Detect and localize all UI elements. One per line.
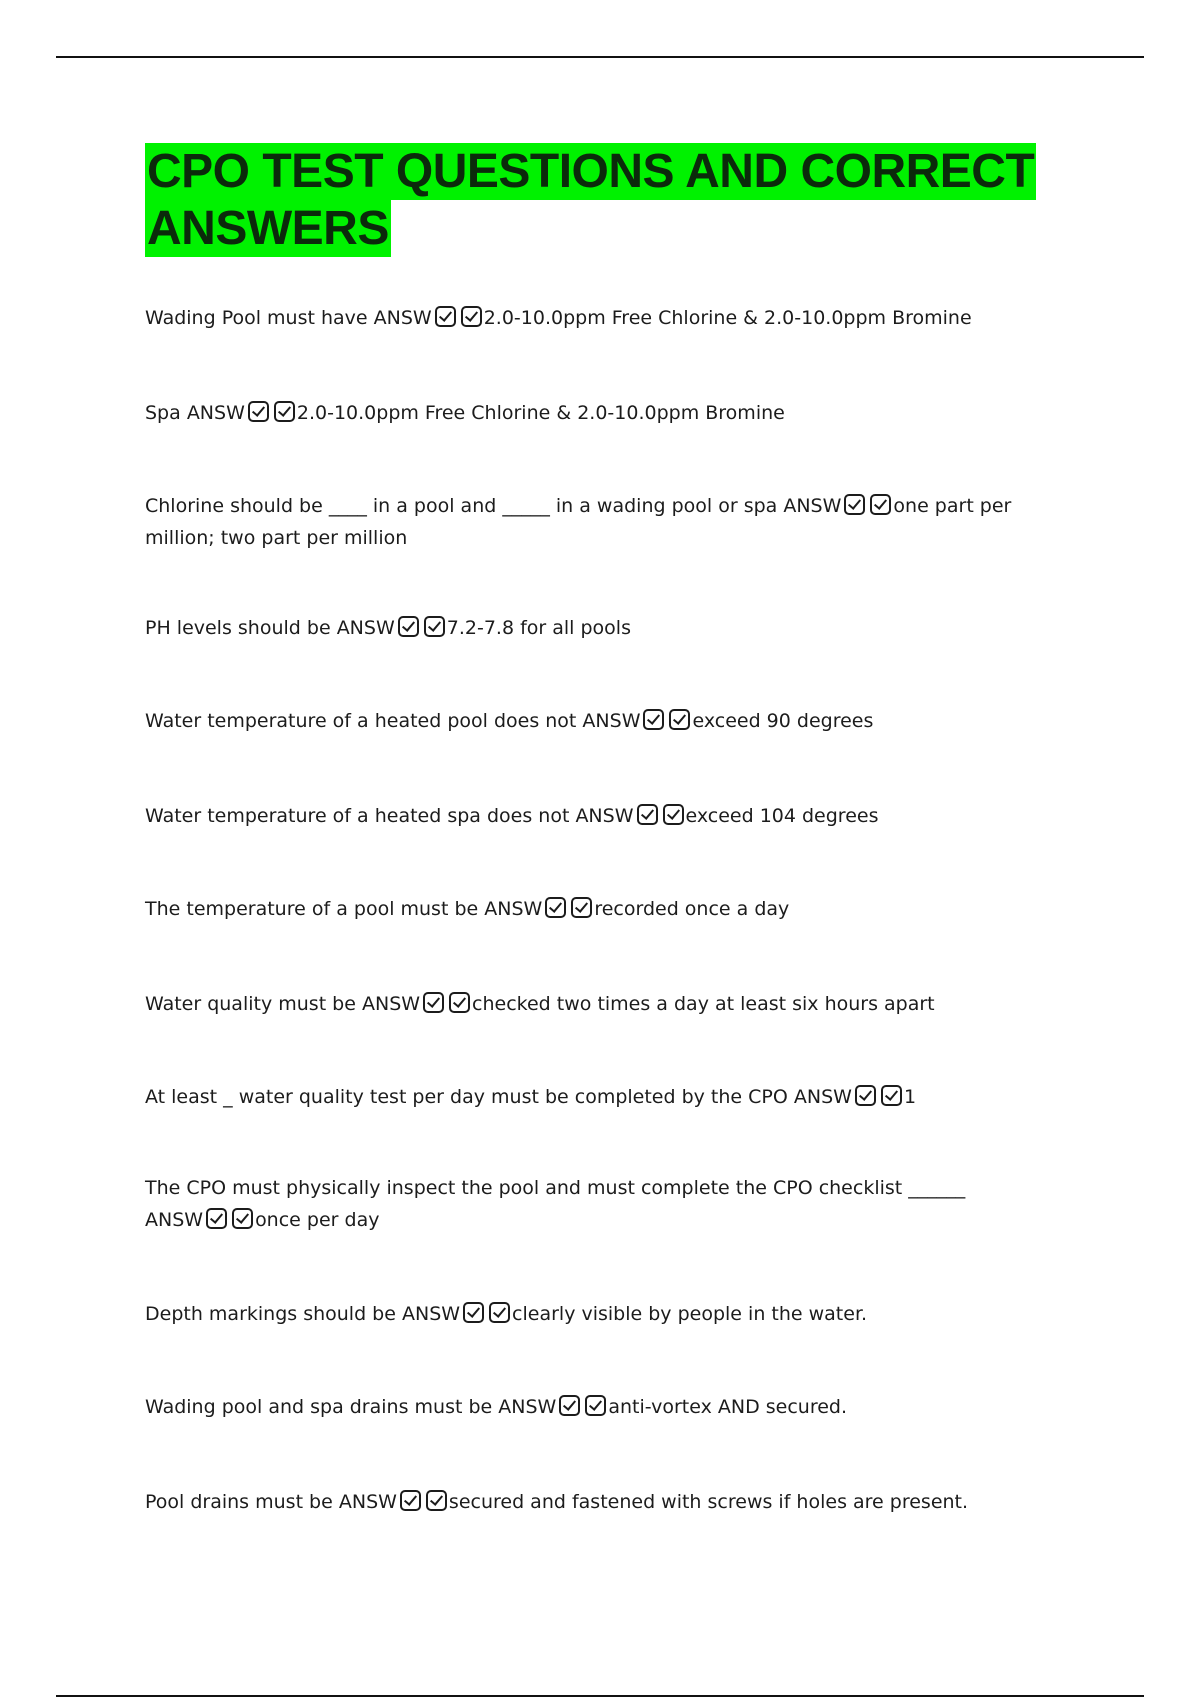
question-text: Chlorine should be ____ in a pool and _____ in a wading pool or spa	[145, 495, 784, 517]
answer-marker: ANSW	[361, 993, 421, 1015]
answer-text: 7.2-7.8 for all pools	[446, 617, 631, 639]
top-rule	[56, 56, 1144, 58]
bottom-rule	[56, 1695, 1144, 1697]
qa-item	[145, 893, 1015, 925]
qa-item	[145, 705, 1015, 737]
checked-box-icon	[881, 1085, 902, 1106]
answer-marker: ANSW	[401, 1303, 461, 1325]
checked-box-icon	[637, 804, 658, 825]
qa-item	[145, 1391, 1015, 1423]
checked-box-icon	[206, 1208, 227, 1229]
answer-text: 2.0-10.0ppm Free Chlorine & 2.0-10.0ppm Bromine	[483, 307, 972, 329]
answer-text: clearly visible by people in the water.	[512, 1303, 868, 1325]
title-line-1: CPO TEST QUESTIONS AND CORRECT	[147, 145, 1035, 198]
answer-marker: ANSW	[793, 1086, 852, 1108]
checked-box-icon	[398, 616, 419, 637]
question-text: Water quality must be	[145, 993, 362, 1015]
answer-marker: ANSW	[145, 1209, 204, 1231]
checked-box-icon	[663, 804, 684, 825]
answer-marker: ANSW	[575, 805, 634, 827]
checked-box-icon	[449, 992, 470, 1013]
qa-item	[145, 397, 1015, 429]
checked-box-icon	[248, 401, 269, 422]
answer-marker: ANSW	[484, 898, 543, 920]
question-text: Spa	[145, 402, 187, 424]
answer-text: exceed 104 degrees	[685, 805, 879, 827]
answer-text: one part per million; two part per million	[145, 495, 1012, 549]
checked-box-icon	[571, 897, 592, 918]
checked-box-icon	[461, 306, 482, 327]
question-text: Wading pool and spa drains must be	[145, 1396, 499, 1418]
answer-text: once per day	[255, 1209, 380, 1231]
checked-box-icon	[585, 1395, 606, 1416]
answer-marker: ANSW	[338, 1491, 397, 1513]
qa-item	[145, 800, 1015, 832]
answer-text: secured and fastened with screws if holes are present.	[448, 1491, 969, 1513]
answer-marker: ANSW	[373, 307, 432, 329]
checked-box-icon	[426, 1490, 447, 1511]
answer-text: 2.0-10.0ppm Free Chlorine & 2.0-10.0ppm Bromine	[296, 402, 785, 424]
question-text: Wading Pool must have	[145, 307, 374, 329]
answer-text: exceed 90 degrees	[692, 710, 874, 732]
question-text: The temperature of a pool must be	[145, 898, 485, 920]
checked-box-icon	[423, 992, 444, 1013]
question-text: Depth markings should be	[145, 1303, 402, 1325]
qa-item	[145, 302, 1015, 334]
document-title	[145, 143, 1065, 257]
question-text: Pool drains must be	[145, 1491, 339, 1513]
qa-item	[145, 1298, 1015, 1330]
question-text: Water temperature of a heated spa does not	[145, 805, 576, 827]
answer-marker: ANSW	[336, 617, 395, 639]
question-text: The CPO must physically inspect the pool and must complete the CPO checklist ______	[145, 1177, 966, 1199]
answer-marker: ANSW	[498, 1396, 557, 1418]
checked-box-icon	[400, 1490, 421, 1511]
answer-marker: ANSW	[582, 710, 641, 732]
answer-marker: ANSW	[783, 495, 842, 517]
checked-box-icon	[855, 1085, 876, 1106]
question-text: Water temperature of a heated pool does not	[145, 710, 583, 732]
qa-item	[145, 612, 1015, 644]
checked-box-icon	[424, 616, 445, 637]
answer-text: 1	[903, 1086, 917, 1108]
answer-text: anti-vortex AND secured.	[608, 1396, 847, 1418]
checked-box-icon	[870, 494, 891, 515]
checked-box-icon	[274, 401, 295, 422]
qa-item	[145, 988, 1015, 1020]
checked-box-icon	[559, 1395, 580, 1416]
question-text: At least _ water quality test per day must be completed by the CPO	[145, 1086, 794, 1108]
answer-marker: ANSW	[186, 402, 245, 424]
qa-item	[145, 1081, 1015, 1113]
checked-box-icon	[489, 1302, 510, 1323]
checked-box-icon	[435, 306, 456, 327]
qa-item	[145, 490, 1015, 554]
checked-box-icon	[844, 494, 865, 515]
answer-text: checked two times a day at least six hours apart	[472, 993, 935, 1015]
checked-box-icon	[545, 897, 566, 918]
checked-box-icon	[232, 1208, 253, 1229]
question-text: PH levels should be	[145, 617, 337, 639]
title-line-2: ANSWERS	[147, 202, 389, 255]
qa-item	[145, 1486, 1015, 1518]
checked-box-icon	[463, 1302, 484, 1323]
answer-text: recorded once a day	[594, 898, 790, 920]
qa-item	[145, 1172, 1015, 1236]
checked-box-icon	[643, 709, 664, 730]
checked-box-icon	[669, 709, 690, 730]
